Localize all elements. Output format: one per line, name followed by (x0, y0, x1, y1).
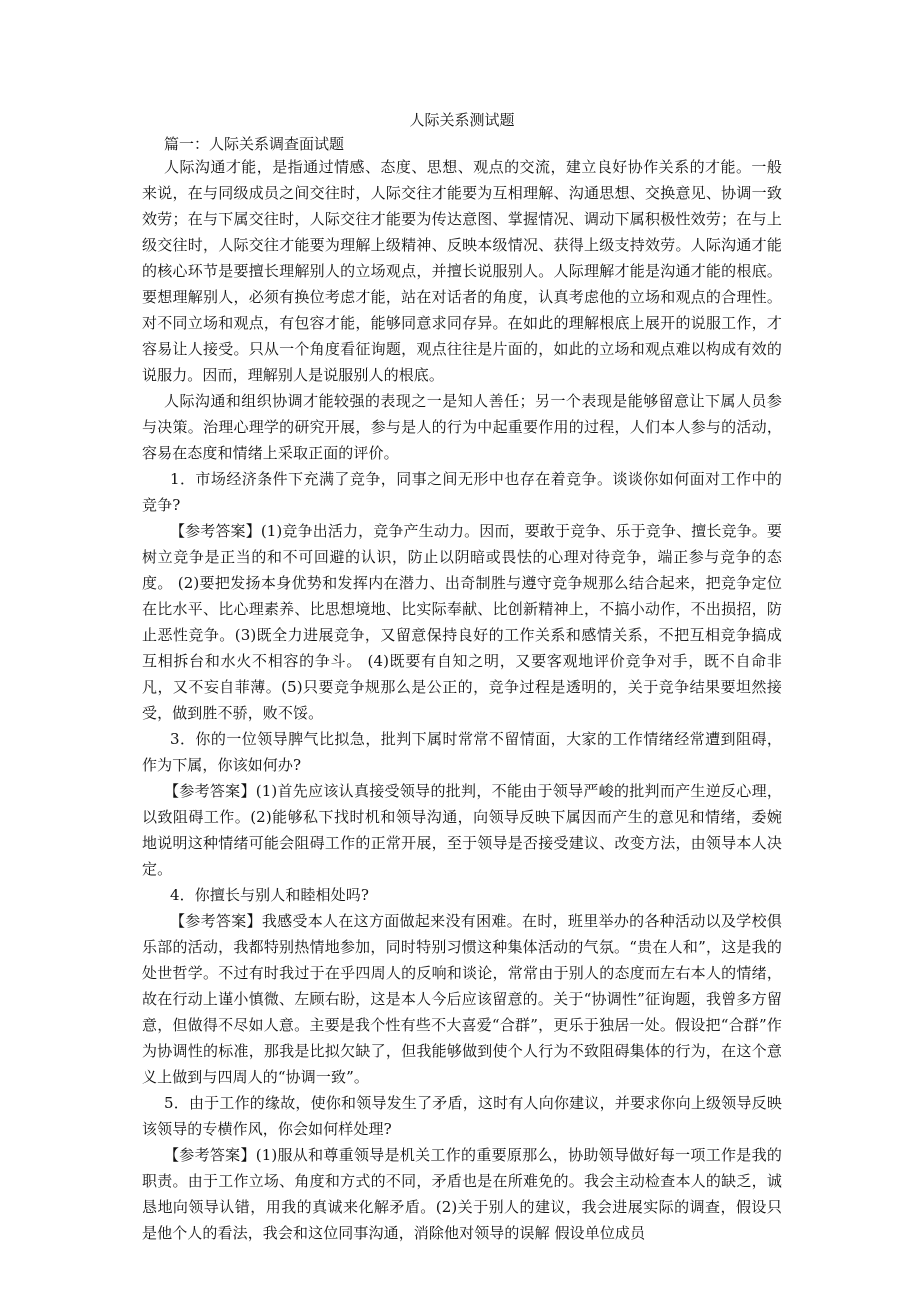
document-page (142, 110, 782, 1246)
question-1: 1．市场经济条件下充满了竞争，同事之间无形中也存在着竞争。谈谈你如何面对工作中的竞争? (142, 470, 782, 514)
document-title: 人际关系测试题 (409, 111, 515, 129)
answer-1: 【参考答案】(1)竞争出活力，竞争产生动力。因而，要敢于竞争、乐于竞争、擅长竞争。要树立竞争是正当的和不可回避的认识，防止以阴暗或畏怯的心理对待竞争，端正参与竞争的态度。 (2)要把发扬本身优势和发挥内在潜力、出奇制胜与遵守竞争规那么结合起来，把竞争定位在比水平、比心理素养、比思想境地、比实际奉献、比创新精神上，不搞小动作，不出损招，防止恶性竞争。(3)既全力进展竞争，又留意保持良好的工作关系和感情关系，不把互相竞争搞成互相拆台和水火不相容的争斗。 (4)既要有自知之明，又要客观地评价竞争对手，既不自命非凡，又不妄自菲薄。(5)只要竞争规那么是公正的，竞争过程是透明的，关于竞争结果要坦然接受，做到胜不骄，败不馁。 (142, 522, 782, 722)
answer-4: 【参考答案】我感受本人在这方面做起来没有困难。在时，班里举办的各种活动以及学校俱乐部的活动，我都特别热情地参加，同时特别习惯这种集体活动的气氛。“贵在人和”，这是我的处世哲学。不过有时我过于在乎四周人的反响和谈论，常常由于别人的态度而左右本人的情绪，故在行动上谨小慎微、左顾右盼，这是本人今后应该留意的。关于“协调性”征询题，我曾多方留意，但做得不尽如人意。主要是我个性有些不大喜爱“合群”，更乐于独居一处。假设把“合群”作为协调性的标准，那我是比拟欠缺了，但我能够做到使个人行为不致阻碍集体的行为，在这个意义上做到与四周人的“协调一致”。 (142, 912, 782, 1086)
question-3: 3．你的一位领导脾气比拟急，批判下属时常常不留情面，大家的工作情绪经常遭到阻碍，作为下属，你该如何办? (142, 730, 782, 774)
intro-paragraph: 人际沟通和组织协调才能较强的表现之一是知人善任；另一个表现是能够留意让下属人员参与决策。治理心理学的研究开展，参与是人的行为中起重要作用的过程，人们本人参与的活动，容易在态度和情绪上采取正面的评价。 (142, 392, 782, 462)
question-4: 4．你擅长与别人和睦相处吗? (170, 886, 369, 904)
answer-5: 【参考答案】(1)服从和尊重领导是机关工作的重要原那么，协助领导做好每一项工作是我的职责。由于工作立场、角度和方式的不同，矛盾也是在所难免的。我会主动检查本人的缺乏，诚恳地向领导认错，用我的真诚来化解矛盾。(2)关于别人的建议，我会进展实际的调查，假设只是他个人的看法，我会和这位同事沟通，消除他对领导的误解 假设单位成员 (142, 1146, 782, 1242)
answer-3: 【参考答案】(1)首先应该认真接受领导的批判，不能由于领导严峻的批判而产生逆反心理，以致阻碍工作。(2)能够私下找时机和领导沟通，向领导反映下属因而产生的意见和情绪，委婉地说明这种情绪可能会阻碍工作的正常开展，至于领导是否接受建议、改变方法，由领导本人决定。 (142, 782, 782, 878)
section-heading: 篇一：人际关系调查面试题 (164, 135, 345, 153)
intro-paragraph: 人际沟通才能，是指通过情感、态度、思想、观点的交流，建立良好协作关系的才能。一般来说，在与同级成员之间交往时，人际交往才能要为互相理解、沟通思想、交换意见、协调一致效劳；在与下属交往时，人际交往才能要为传达意图、掌握情况、调动下属积极性效劳；在与上级交往时，人际交往才能要为理解上级精神、反映本级情况、获得上级支持效劳。人际沟通才能的核心环节是要擅长理解别人的立场观点，并擅长说服别人。人际理解才能是沟通才能的根底。要想理解别人，必须有换位考虑才能，站在对话者的角度，认真考虑他的立场和观点的合理性。对不同立场和观点，有包容才能，能够同意求同存异。在如此的理解根底上展开的说服工作，才容易让人接受。只从一个角度看征询题，观点往往是片面的，如此的立场和观点难以构成有效的说服力。因而，理解别人是说服别人的根底。 (142, 158, 782, 384)
question-5: 5．由于工作的缘故，使你和领导发生了矛盾，这时有人向你建议，并要求你向上级领导反映该领导的专横作风，你会如何样处理? (142, 1094, 782, 1138)
